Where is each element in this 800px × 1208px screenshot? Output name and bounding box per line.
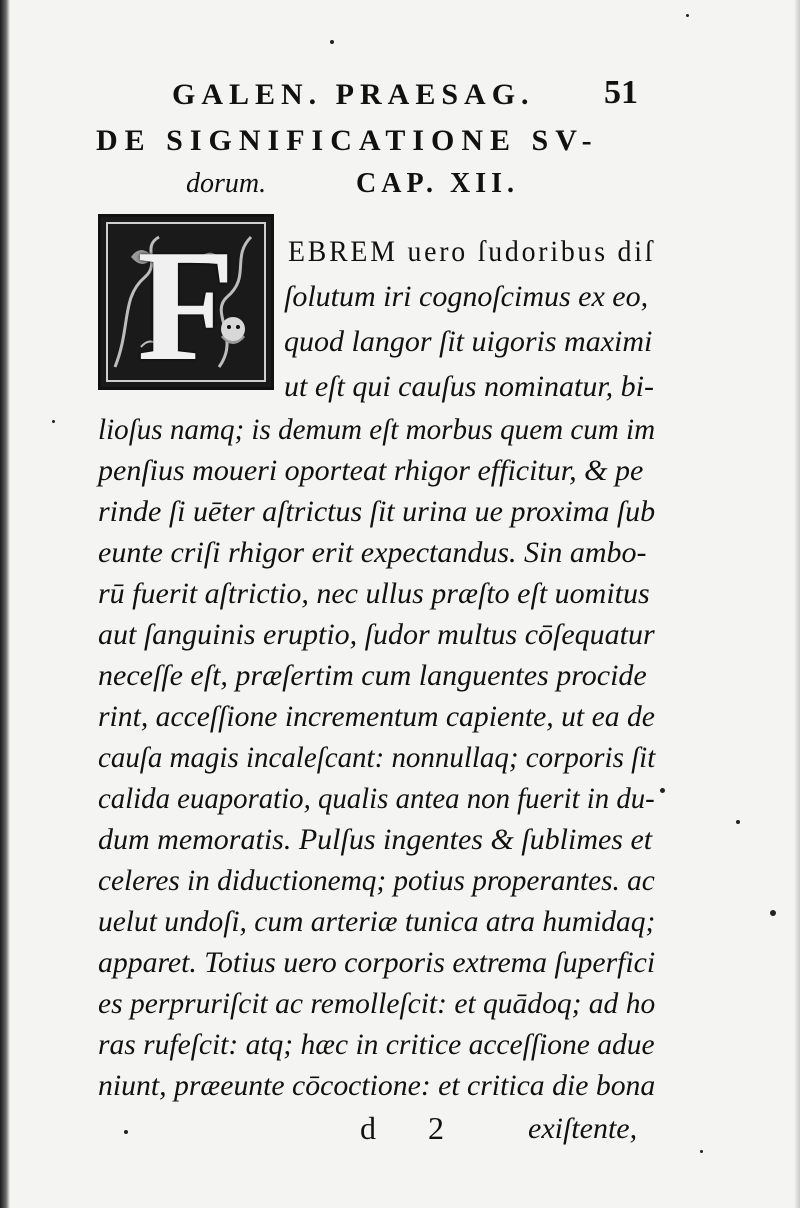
text-line: dum memoratis. Pulſus ingentes & ſublimes et xyxy=(98,823,653,856)
text-line: ras rufeſcit: atq; hæc in critice acceſſione adue xyxy=(98,1028,655,1061)
text-line: penſius moueri oporteat rhigor efficitur, & pe xyxy=(98,454,644,487)
text-line: aut ſanguinis eruptio, ſudor multus cōſequatur xyxy=(98,618,655,651)
text-line: cauſa magis incaleſcant: nonnullaq; corporis ſit xyxy=(98,741,656,774)
chapter-title-word: dorum. xyxy=(186,168,267,199)
chapter-title: DE SIGNIFICATIONE SV- xyxy=(96,124,599,157)
text-line: calida euaporatio, qualis antea non fuerit in du- xyxy=(98,782,655,815)
page-number: 51 xyxy=(604,74,638,111)
signature-mark: d 2 xyxy=(360,1110,466,1146)
text-line: neceſſe eſt, præſertim cum languentes procide xyxy=(98,659,647,692)
text-line: EBREM uero ſudoribus diſ xyxy=(288,235,656,268)
chapter-number: CAP. XII. xyxy=(356,168,519,199)
text-line: ſolutum iri cognoſcimus ex eo, xyxy=(284,280,649,313)
text-line: es perpruriſcit ac remolleſcit: et quādoq; ad ho xyxy=(98,987,656,1020)
text-line: lioſus namq; is demum eſt morbus quem cum im xyxy=(98,413,656,446)
text-line: uelut undoſi, cum arteriæ tunica atra humidaq; xyxy=(98,905,656,938)
catchword: exiſtente, xyxy=(528,1112,638,1145)
text-line: ut eſt qui cauſus nominatur, bi- xyxy=(284,370,654,403)
text-line: rinde ſi uēter aſtrictus ſit urina ue proxima ſub xyxy=(98,495,656,528)
initial-letter: F xyxy=(137,216,235,390)
text-line: niunt, præeunte cōcoctione: et critica die bona xyxy=(98,1069,656,1102)
text-line: rū fuerit aſtrictio, nec ullus præſto eſt uomitus xyxy=(98,577,650,610)
text-line: rint, acceſſione incrementum capiente, ut ea de xyxy=(98,700,655,733)
running-head-title: GALEN. PRAESAG. xyxy=(172,78,535,111)
text-line: apparet. Totius uero corporis extrema ſuperfici xyxy=(98,946,656,979)
text-line: eunte criſi rhigor erit expectandus. Sin ambo- xyxy=(98,536,647,569)
text-line: celeres in diductionemq; potius properantes. ac xyxy=(98,864,655,897)
text-line: quod langor ſit uigoris maximi xyxy=(284,325,653,358)
